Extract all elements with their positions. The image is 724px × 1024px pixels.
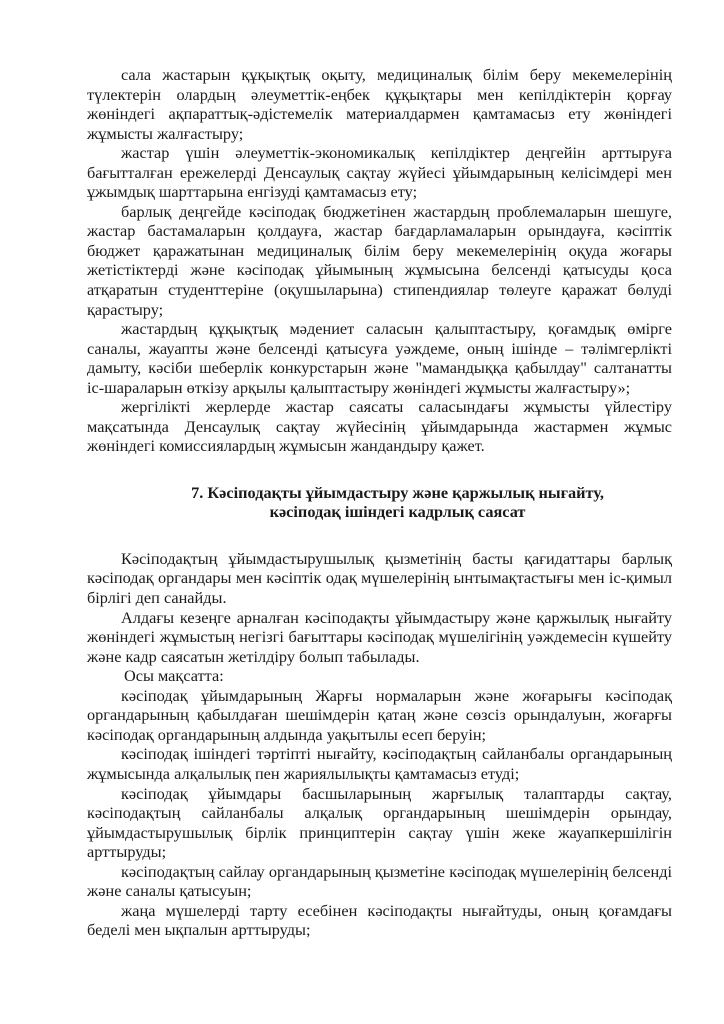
paragraph-legal-culture: жастардың құқықтық мәдениет саласын қалыптастыру, қоғамдық өмірге саналы, жауапты және белсенді қатысуға уәждеме, оның ішінде – тәлімгерлікті дамыту, кәсіби шеберлік конкурстарын және "мамандыққа қабылдау" салтанатты іс-шараларын өткізу арқылы қалыптастыру жөніндегі жұмысты жалғастыру»;	[87, 319, 672, 397]
paragraph-discipline: кәсіподақ ішіндегі тәртіпті нығайту, кәсіподақтың сайланбалы органдарының жұмысында алқалылық пен жариялылықты қамтамасыз етуді;	[87, 744, 672, 783]
paragraph-main-directions: Алдағы кезеңге арналған кәсіподақты ұйымдастыру және қаржылық нығайту жөніндегі жұмыстың негізгі бағыттары кәсіподақ мүшелігінің уәждемесін күшейту және кадр саясатын жетілдіру болып табылады.	[87, 607, 672, 666]
paragraph-member-participation: кәсіподақтың сайлау органдарының қызметіне кәсіподақ мүшелерінің белсенді және саналы қатысуын;	[87, 861, 672, 901]
document-page	[87, 65, 672, 940]
section-heading-line-1: 7. Кәсіподақты ұйымдастыру және қаржылық нығайту,	[191, 482, 604, 502]
paragraph-for-this-purpose: Осы мақсатта:	[124, 666, 224, 686]
section-heading-line-2: кәсіподақ ішіндегі кадрлық саясат	[269, 502, 526, 522]
section-heading	[87, 483, 672, 522]
paragraph-new-members: жаңа мүшелерді тарту есебінен кәсіподақты нығайтуды, оның қоғамдағы беделі мен ықпалын арттыруды;	[87, 900, 672, 940]
paragraph-youth-commissions: жергілікті жерлерде жастар саясаты саласындағы жұмысты үйлестіру мақсатында Денсаулық сақтау жүйесінің ұйымдарында жастармен жұмыс жөніндегі комиссиялардың жұмысын жандандыру қажет.	[87, 397, 672, 456]
paragraph-principles: Кәсіподақтың ұйымдастырушылық қызметінің басты қағидаттары барлық кәсіподақ органдары мен кәсіптік одақ мүшелерінің ынтымақтастығы мен іс-қимыл бірлігі деп санайды.	[87, 548, 672, 608]
paragraph-social-guarantees: жастар үшін әлеуметтік-экономикалық кепілдіктер деңгейін арттыруға бағытталған ережелерді Денсаулық сақтау жүйесі ұйымдарының келісімдері мен ұжымдық шарттарына енгізуді қамтамасыз ету;	[87, 143, 672, 202]
paragraph-charter-compliance: кәсіподақ ұйымдарының Жарғы нормаларын және жоғарығы кәсіподақ органдарының қабылдаған шешімдерін қатаң және сөзсіз орындалуын, жоғарғы кәсіподақ органдарының алдында уақытылы есеп беруін;	[87, 685, 672, 744]
paragraph-youth-legal-training: сала жастарын құқықтық оқыту, медициналық білім беру мекемелерінің түлектерін олардың әлеуметтік-еңбек құқықтары мен кепілдіктерін қорғау жөніндегі ақпараттық-әдістемелік материалдармен қамтамасыз ету жөніндегі жұмысты жалғастыру;	[87, 65, 672, 143]
paragraph-leader-responsibility: кәсіподақ ұйымдары басшыларының жарғылық талаптарды сақтау, кәсіподақтың сайланбалы алқалық органдарының шешімдерін орындау, ұйымдастырушылық бірлік принциптерін сақтау үшін жеке жауапкершілігін арттыруды;	[87, 783, 672, 862]
paragraph-budget-scholarships: барлық деңгейде кәсіподақ бюджетінен жастардың проблемаларын шешуге, жастар бастамаларын қолдауға, жастар бағдарламаларын орындауға, кәсіптік бюджет қаражатынан медициналық білім беру мекемелерінің оқуда жоғары жетістіктерді және кәсіподақ ұйымының жұмысына белсенді қатысуды қоса атқаратын студенттеріне (оқушыларына) стипендиялар төлеуге қаражат бөлуді қарастыру;	[87, 201, 672, 319]
